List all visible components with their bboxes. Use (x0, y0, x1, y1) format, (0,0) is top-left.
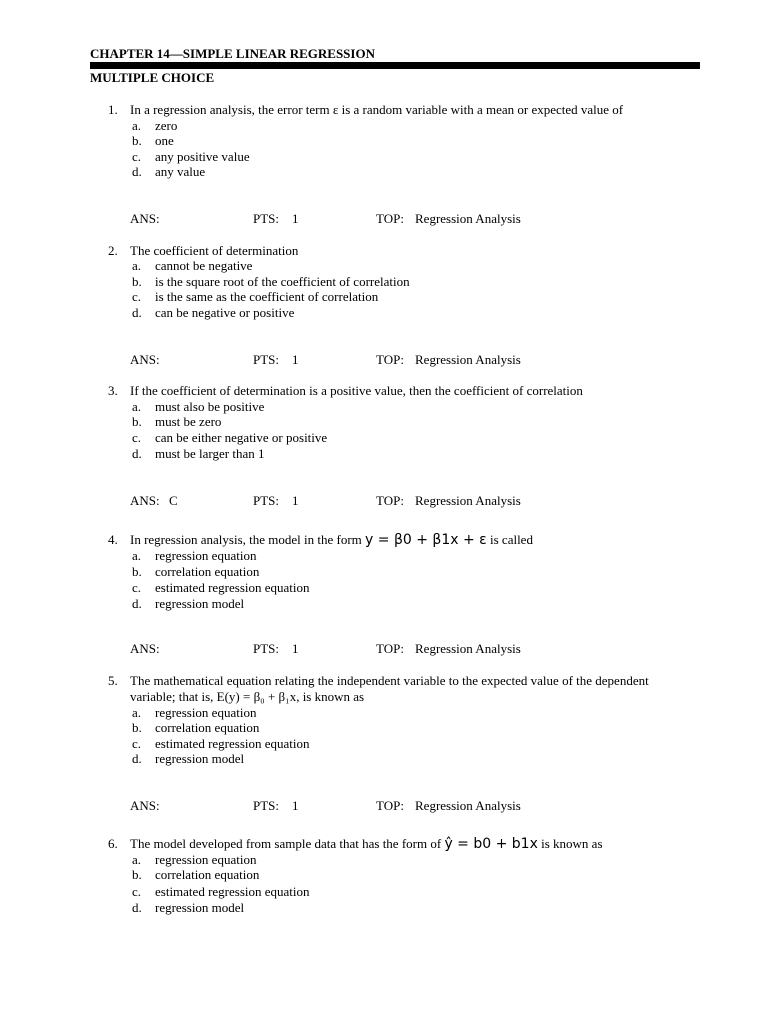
question-number: 1. (108, 102, 118, 117)
question-text: The coefficient of determination (130, 243, 299, 258)
option-letter: a. (132, 258, 142, 273)
pts-label: PTS: (253, 641, 280, 656)
option-text: correlation equation (155, 564, 260, 579)
option-letter: d. (132, 164, 142, 179)
option-a (0, 705, 768, 721)
option-text: can be negative or positive (155, 305, 295, 320)
option-d (0, 305, 768, 321)
option-b (0, 414, 768, 430)
heading-rule (90, 62, 700, 69)
question-text: The mathematical equation relating the independent variable to the expected value of the dependent variable; that is, E(y) = β₀ + β₁x, is known as (130, 673, 649, 704)
option-letter: b. (132, 274, 142, 289)
pts-value: 1 (292, 211, 299, 226)
option-letter: b. (132, 133, 142, 148)
option-letter: c. (132, 430, 142, 445)
section-title: MULTIPLE CHOICE (90, 70, 215, 85)
pts-value: 1 (292, 493, 299, 508)
option-text: any value (155, 164, 206, 179)
question-text-after: is called (490, 532, 533, 547)
option-text: cannot be negative (155, 258, 253, 273)
pts-value: 1 (292, 798, 299, 813)
option-letter: b. (132, 414, 142, 429)
question-number: 3. (108, 383, 118, 398)
option-d (0, 900, 768, 916)
option-letter: b. (132, 720, 142, 735)
option-text: regression equation (155, 548, 257, 563)
option-letter: c. (132, 289, 142, 304)
ans-label: ANS: (130, 352, 160, 367)
option-c (0, 580, 768, 596)
option-text: must also be positive (155, 399, 265, 414)
option-letter: d. (132, 305, 142, 320)
option-d (0, 596, 768, 612)
question-number: 5. (108, 673, 118, 688)
option-text: must be zero (155, 414, 222, 429)
option-b (0, 133, 768, 149)
question-text (130, 532, 670, 549)
option-b (0, 564, 768, 580)
option-c (0, 736, 768, 752)
option-a (0, 118, 768, 134)
option-letter: b. (132, 867, 142, 882)
option-c (0, 289, 768, 305)
question-text-after: is known as (541, 836, 603, 851)
option-text: estimated regression equation (155, 580, 310, 595)
option-c (0, 430, 768, 446)
option-letter: d. (132, 751, 142, 766)
option-a (0, 852, 768, 868)
option-text: zero (155, 118, 178, 133)
top-label: TOP: (376, 493, 404, 508)
topic-value: Regression Analysis (415, 352, 521, 367)
formula: ŷ = b0 + b1x (444, 836, 538, 852)
pts-value: 1 (292, 641, 299, 656)
top-label: TOP: (376, 352, 404, 367)
question-text-before: The model developed from sample data that has the form of (130, 836, 442, 851)
question-number: 6. (108, 836, 118, 851)
pts-label: PTS: (253, 798, 280, 813)
option-b (0, 720, 768, 736)
option-text: regression model (155, 900, 245, 915)
option-text: is the same as the coefficient of correlation (155, 289, 379, 304)
pts-value: 1 (292, 352, 299, 367)
option-text: regression model (155, 596, 245, 611)
option-a (0, 399, 768, 415)
option-b (0, 274, 768, 290)
option-d (0, 164, 768, 180)
option-letter: d. (132, 446, 142, 461)
ans-value: C (169, 493, 178, 508)
chapter-title: CHAPTER 14—SIMPLE LINEAR REGRESSION (90, 46, 375, 61)
pts-label: PTS: (253, 352, 280, 367)
option-letter: a. (132, 705, 142, 720)
option-d (0, 446, 768, 462)
top-label: TOP: (376, 211, 404, 226)
formula: y = β0 + β1x + ε (365, 532, 487, 548)
option-text: regression equation (155, 852, 257, 867)
top-label: TOP: (376, 641, 404, 656)
option-text: regression model (155, 751, 245, 766)
option-c (0, 884, 768, 900)
ans-label: ANS: (130, 211, 160, 226)
ans-label: ANS: (130, 641, 160, 656)
option-text: correlation equation (155, 867, 260, 882)
option-text: correlation equation (155, 720, 260, 735)
topic-value: Regression Analysis (415, 798, 521, 813)
pts-label: PTS: (253, 493, 280, 508)
option-letter: a. (132, 118, 142, 133)
option-c (0, 149, 768, 165)
option-letter: d. (132, 900, 142, 915)
option-text: any positive value (155, 149, 250, 164)
option-text: can be either negative or positive (155, 430, 328, 445)
option-a (0, 258, 768, 274)
option-letter: c. (132, 149, 142, 164)
top-label: TOP: (376, 798, 404, 813)
option-letter: a. (132, 548, 142, 563)
ans-label: ANS: (130, 798, 160, 813)
option-letter: c. (132, 736, 142, 751)
option-text: estimated regression equation (155, 736, 310, 751)
topic-value: Regression Analysis (415, 641, 521, 656)
question-text: If the coefficient of determination is a positive value, then the coefficient of correlation (130, 383, 583, 398)
option-letter: c. (132, 580, 142, 595)
option-letter: a. (132, 852, 142, 867)
option-text: must be larger than 1 (155, 446, 265, 461)
question-text: In a regression analysis, the error term ε is a random variable with a mean or expected value of (130, 102, 624, 117)
topic-value: Regression Analysis (415, 493, 521, 508)
option-text: estimated regression equation (155, 884, 310, 899)
question-text-before: In regression analysis, the model in the form (130, 532, 362, 547)
option-letter: d. (132, 596, 142, 611)
question-number: 2. (108, 243, 118, 258)
option-d (0, 751, 768, 767)
option-a (0, 548, 768, 564)
option-letter: b. (132, 564, 142, 579)
option-text: is the square root of the coefficient of correlation (155, 274, 410, 289)
ans-label: ANS: (130, 493, 160, 508)
topic-value: Regression Analysis (415, 211, 521, 226)
option-text: regression equation (155, 705, 257, 720)
option-letter: c. (132, 884, 142, 899)
pts-label: PTS: (253, 211, 280, 226)
question-number: 4. (108, 532, 118, 547)
option-letter: a. (132, 399, 142, 414)
option-b (0, 867, 768, 883)
option-text: one (155, 133, 174, 148)
question-text (130, 836, 670, 853)
